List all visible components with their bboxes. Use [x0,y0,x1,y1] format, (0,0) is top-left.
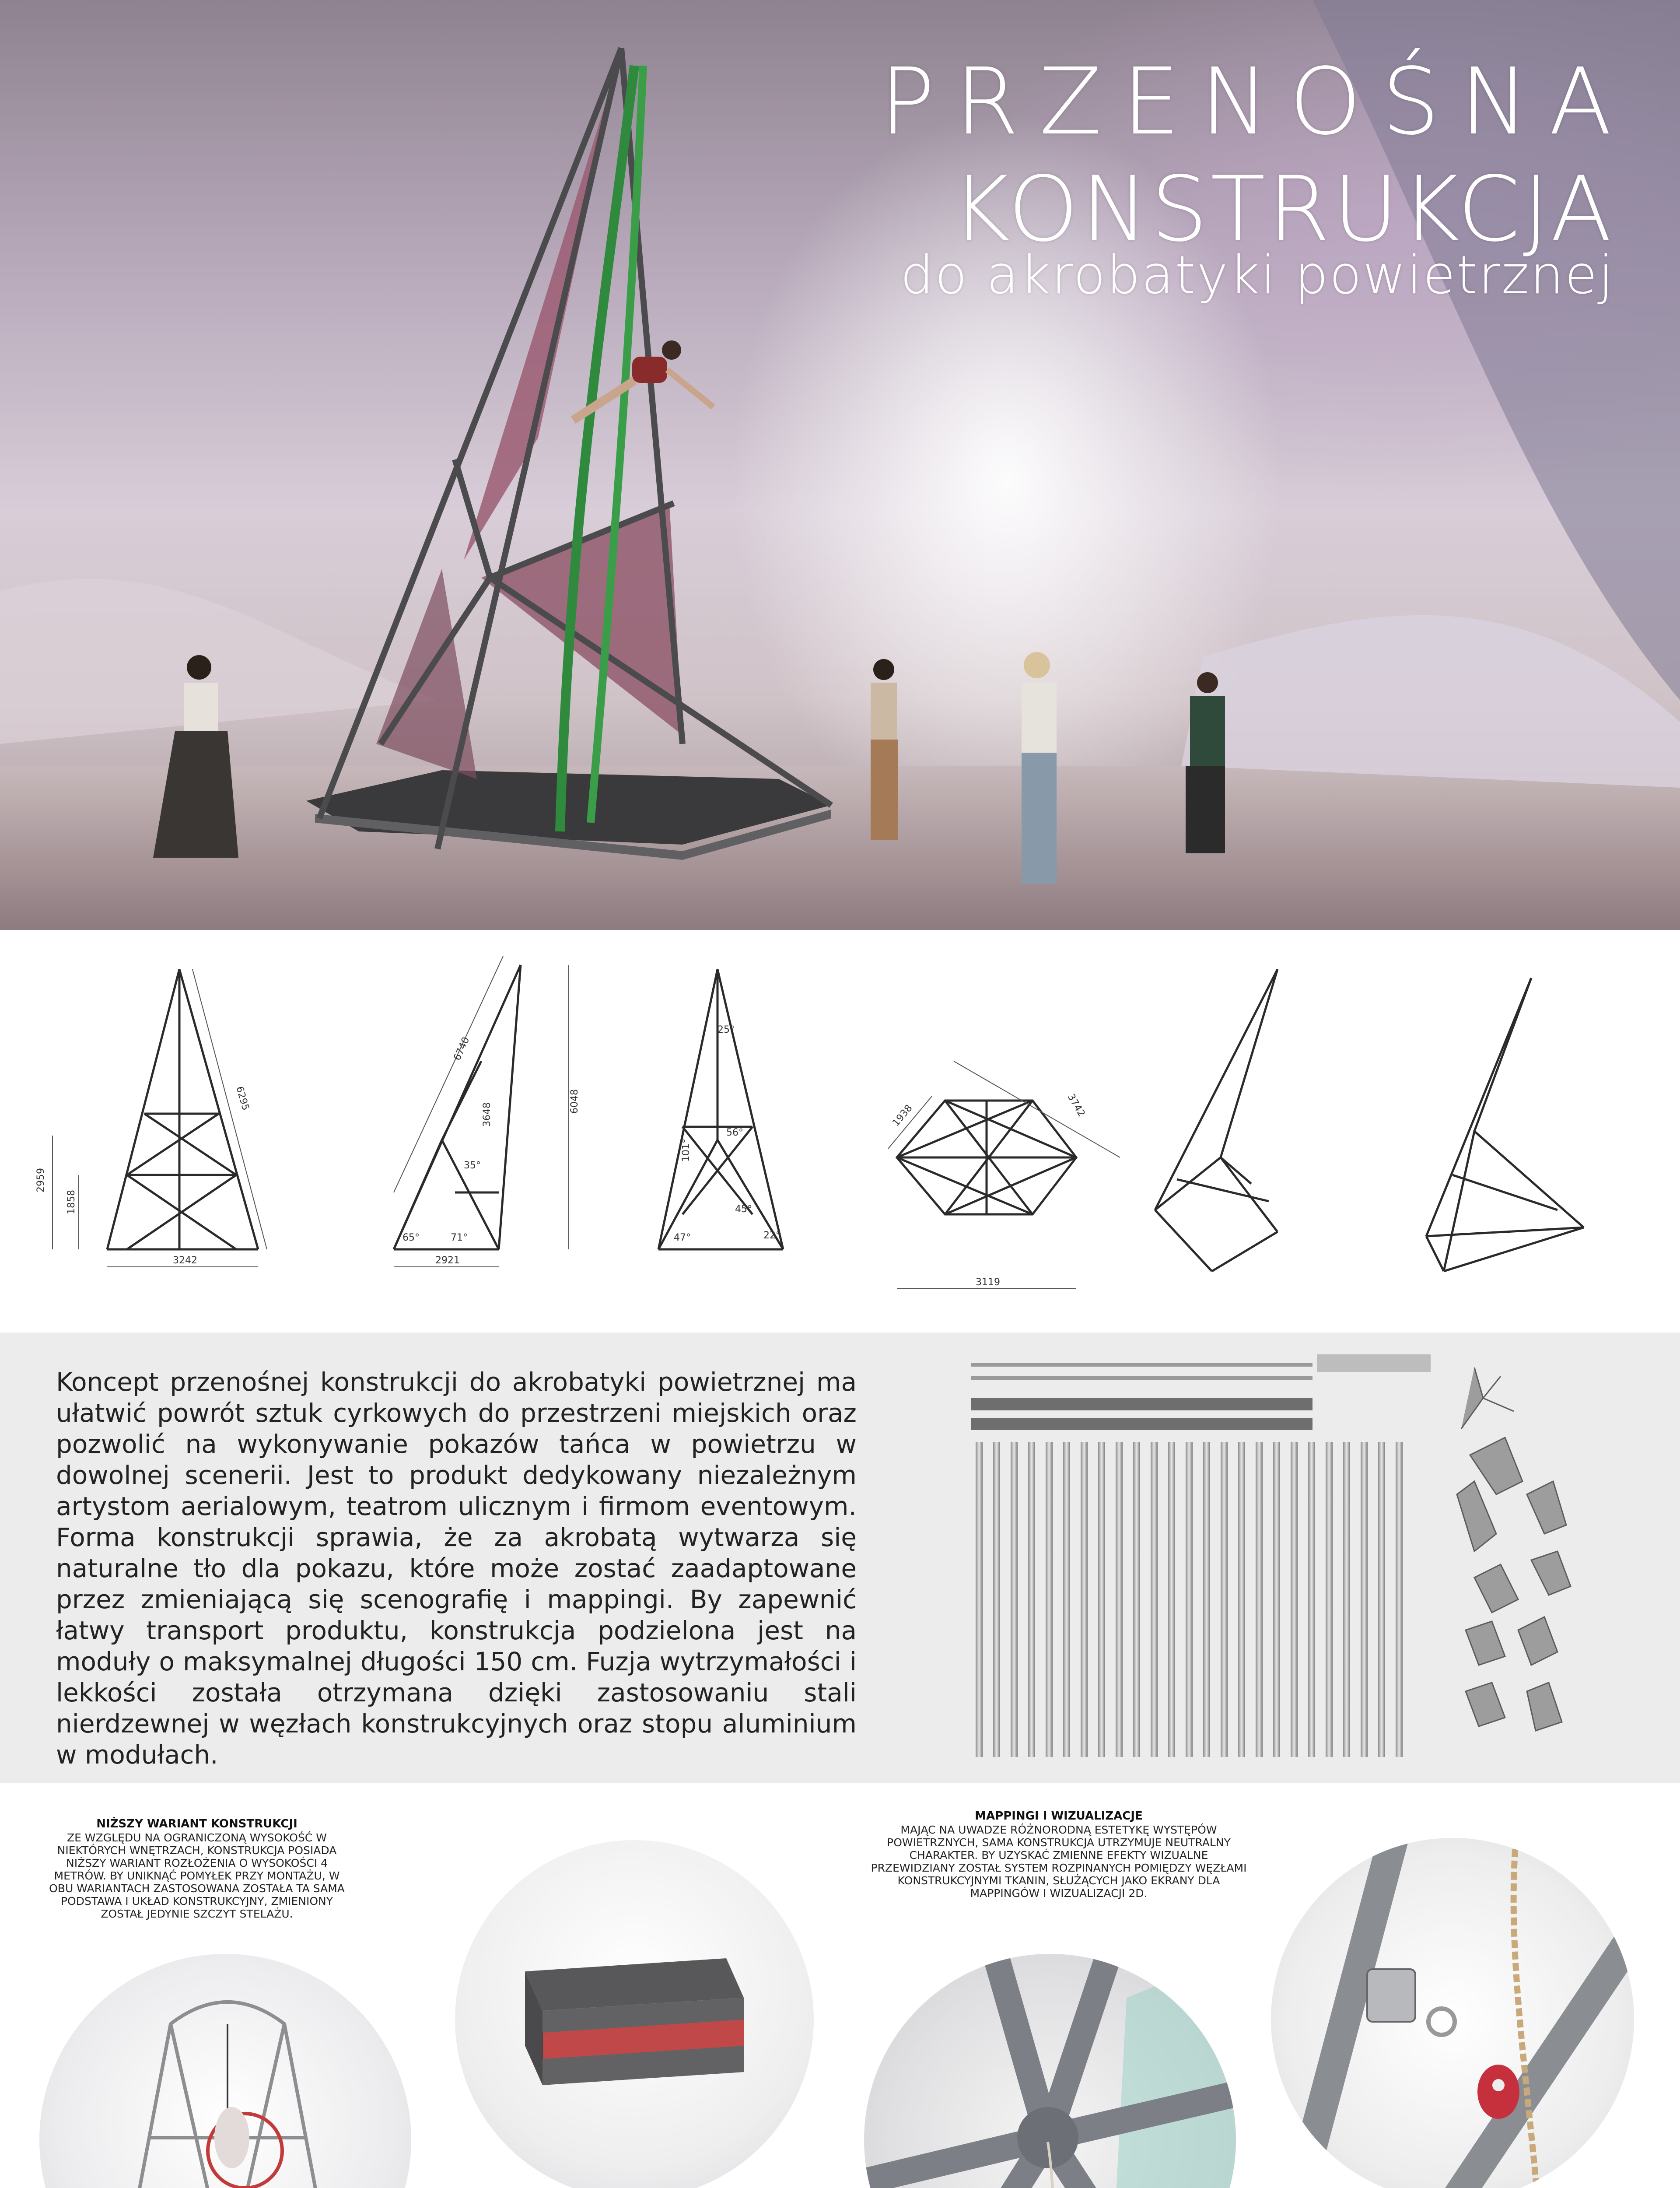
feature-2-image [455,1840,814,2188]
dim-d1-diag: 6295 [234,1085,251,1112]
feature-1-title: NIŻSZY WARIANT KONSTRUKCJI [96,1817,298,1830]
dim-d2-inner: 3648 [482,1102,493,1127]
dim-d3-a1: 25° [718,1024,735,1035]
dim-d4-width: 3119 [976,1277,1000,1288]
dim-d3-a5: 47° [674,1232,691,1243]
hero-wall-curve [1181,615,1680,788]
title-line-2: KONSTRUKCJA [951,158,1614,262]
dim-d4-h: 1938 [890,1102,915,1129]
dim-d4-diag: 3742 [1065,1092,1087,1119]
clamp-illustration [1271,1838,1634,2188]
dim-d2-a2: 65° [402,1232,420,1243]
drawings-svg [0,930,1680,1332]
feature-4-image [1271,1838,1634,2188]
drawing-side-dims [394,956,569,1267]
feature-1-image [39,1954,411,2188]
parts-joints [1457,1368,1571,1731]
drawing-iso-view-1 [1155,969,1278,1271]
feature-3-image [864,1954,1236,2188]
hero-fabric-top [464,53,621,560]
parts-clips [971,1398,1312,1430]
mattress-illustration [455,1840,814,2188]
dim-d3-a6: 22° [763,1230,780,1241]
dim-d3-a2: 56° [726,1127,743,1138]
hero-person-3 [1022,652,1057,884]
drawing-angles-view [658,969,783,1249]
parts-bolts [971,1354,1431,1380]
dim-d2-width: 2921 [435,1255,460,1266]
dim-d2-a1: 35° [464,1160,481,1171]
exploded-parts-view [967,1350,1641,1770]
low-variant-illustration [39,1954,411,2188]
concept-text: Koncept przenośnej konstrukcji do akrobatyki powietrznej ma ułatwić powrót sztuk cyrkowych do przestrzeni miejskich oraz pozwolić na wykonywanie pokazów tańca w powietrzu w dowolnej scenerii. Jest to produkt dedykowany niezależnym artystom aerialowym, teatrom ulicznym i firmom eventowym. Forma konstrukcji sprawia, że za akrobatą wytwarza się naturalne tło dla pokazu, które może zostać zaadaptowane przez zmieniającą się scenografię i mappingi. By zapewnić łatwy transport produktu, konstrukcja podzielona jest na moduły o maksymalnej długości 150 cm. Fuzja wytrzymałości i lekkości została otrzymana dzięki zastosowaniu stali nierdzewnej w węzłach konstrukcyjnych oraz stopu aluminium w modułach. [56,1367,857,1770]
feature-3-body: MAJĄC NA UWADZE RÓŻNORODNĄ ESTETYKĘ WYSTĘPÓW POWIETRZNYCH, SAMA KONSTRUKCJA UTRZYMUJE NEUTRALNY CHARAKTER. BY UZYSKAĆ ZMIENNE EFEKTY WIZUALNE PRZEWIDZIANY ZOSTAŁ SYSTEM ROZPINANYCH POMIĘDZY WĘZŁAMI KONSTRUKCYJNYMI TKANIN, SŁUŻĄCYCH JAKO EKRANY DLA MAPPINGÓW I WIZUALIZACJI 2D. [871,1823,1247,1900]
parts-tubes [976,1442,1403,1757]
dim-d2-diag: 6740 [452,1035,472,1062]
dim-d3-a3: 101° [681,1139,692,1162]
node-closeup-illustration [864,1954,1236,2188]
dim-d1-h2: 1858 [66,1190,77,1214]
dim-d2-a3: 71° [451,1232,468,1243]
feature-3-title: MAPPINGI I WIZUALIZACJE [975,1809,1143,1823]
drawing-top-dims [888,1061,1120,1289]
dim-d3-a4: 45° [735,1204,752,1215]
features-section [0,1783,1680,2188]
feature-1-body: ZE WZGLĘDU NA OGRANICZONĄ WYSOKOŚĆ W NIEKTÓRYCH WNĘTRZACH, KONSTRUKCJA POSIADA NIŻSZY WARIANT ROZŁOŻENIA O WYSOKOŚCI 4 METRÓW. BY UNIKNĄĆ POMYŁEK PRZY MONTAŻU, W OBU WARIANTACH ZASTOSOWANA ZOSTAŁA TA SAMA PODSTAWA I UKŁAD KONSTRUKCYJNY, ZMIENIONY ZOSTAŁ JEDYNIE SZCZYT STELAŻU. [49,1831,345,1920]
drawing-side-view [394,965,521,1249]
dim-d1-h1: 2959 [35,1168,46,1192]
dim-d1-width: 3242 [173,1255,197,1266]
title-line-3: do akrobatyki powietrznej [900,245,1614,306]
technical-drawings [0,930,1680,1332]
concept-section [0,1332,1680,1783]
drawing-front-dims [52,969,267,1267]
drawing-front-view [107,969,258,1249]
title-line-1: PRZENOŚNA [879,48,1632,155]
hero-render [0,0,1680,930]
drawing-iso-view-2 [1426,978,1584,1271]
hero-person-2 [871,659,898,840]
drawing-top-view [897,1101,1076,1214]
hero-person-4 [1186,672,1225,853]
hero-wall-left [0,579,438,744]
dim-d2-height: 6048 [569,1089,580,1114]
